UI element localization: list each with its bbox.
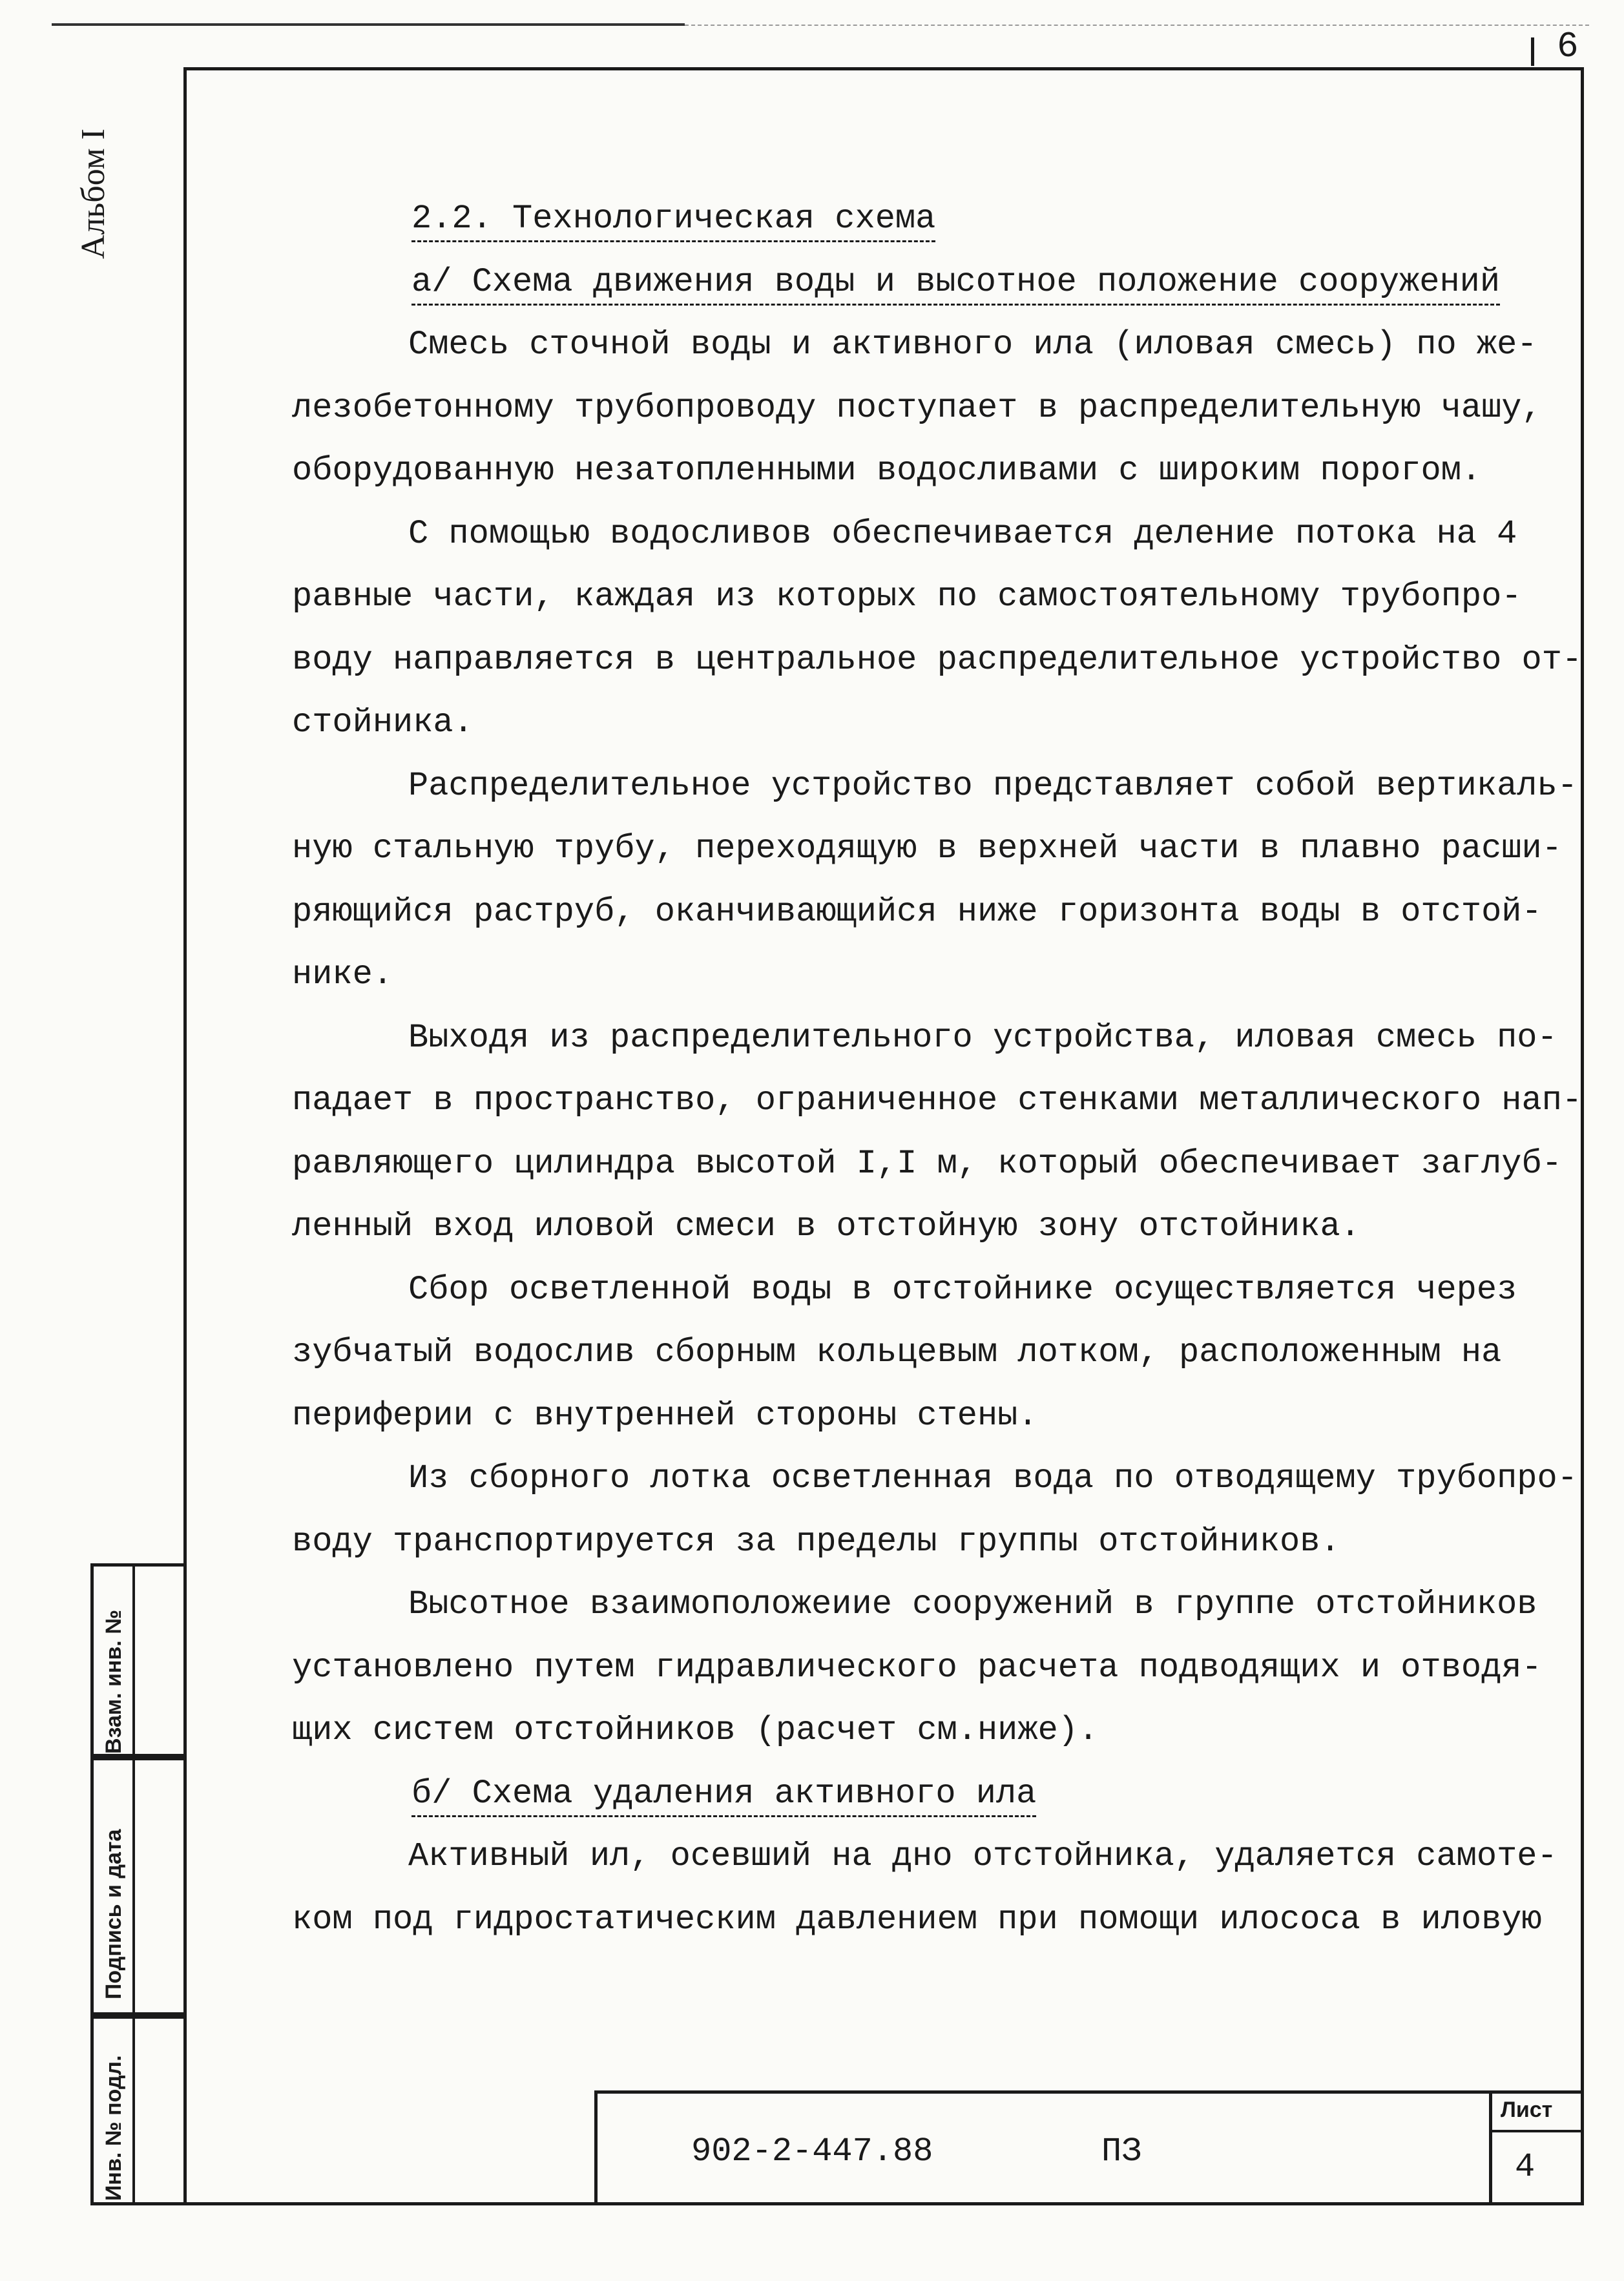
text-line: ком под гидростатическим давлением при помощи илососа в иловую [292,1900,1542,1939]
stamp-inv-zam-label: Взам. инв. № [101,1609,126,1754]
text-line: Сбор осветленной воды в отстойнике осуществляется через [408,1270,1517,1309]
title-block [594,2090,1584,2205]
text-line: лезобетонному трубопроводу поступает в распределительную чашу, [292,388,1542,427]
sheet-number: 4 [1515,2148,1536,2186]
document-code: 902-2-447.88 [691,2132,933,2171]
text-line: Активный ил, осевший на дно отстойника, удаляется самоте- [408,1837,1557,1875]
text-line: равные части, каждая из которых по самостоятельному трубопро- [292,578,1522,616]
text-line: Выходя из распределительного устройства, иловая смесь по- [408,1018,1557,1057]
text-line: щих систем отстойников (расчет см.ниже). [292,1711,1099,1749]
text-line: стойника. [292,703,474,742]
text-line: ряющийся раструб, оканчивающийся ниже горизонта воды в отстой- [292,892,1542,931]
text-line: Из сборного лотка осветленная вода по отводящему трубопро- [408,1459,1577,1497]
page-number: 6 [1557,26,1579,67]
text-line: ленный вход иловой смеси в отстойную зону отстойника. [292,1207,1360,1245]
stamp-signature-label: Подпись и дата [101,1829,126,1999]
text-line: ную стальную трубу, переходящую в верхней части в плавно расши- [292,829,1562,868]
text-line: установлено путем гидравлического расчета подводящих и отводя- [292,1648,1542,1687]
text-line: оборудованную незатопленными водосливами с широким порогом. [292,452,1482,490]
album-label: Альбом I [75,129,112,259]
section-title: 2.2. Технологическая схема [292,187,1545,251]
stamp-inv-podl-label: Инв. № подл. [101,2055,126,2201]
top-rule [52,23,685,26]
text-line: С помощью водосливов обеспечивается деление потока на 4 [408,514,1517,553]
page-number-bracket [1531,37,1534,66]
text-line: равляющего цилиндра высотой I,I м, который обеспечивает заглуб- [292,1144,1562,1183]
document-body [292,187,1583,1951]
text-line: воду направляется в центральное распределительное устройство от- [292,640,1583,679]
text-line: Смесь сточной воды и активного ила (иловая смесь) по же- [408,326,1537,364]
stamp-signature-box [90,1757,183,2015]
sheet-label: Лист [1501,2098,1553,2122]
text-line: периферии с внутренней стороны стены. [292,1396,1038,1435]
stamp-inv-podl-box [90,2015,183,2205]
text-line: воду транспортируется за пределы группы отстойников. [292,1522,1340,1561]
stamp-inv-zam-box [90,1563,183,1757]
subsection-b-title: б/ Схема удаления активного ила [292,1762,1545,1826]
text-line: Высотное взаимоположеиие сооружений в группе отстойников [408,1585,1537,1623]
text-line: падает в пространство, ограниченное стенками металлического нап- [292,1081,1583,1120]
top-rule-faint [685,25,1589,26]
text-line: Распределительное устройство представляет собой вертикаль- [408,766,1577,805]
subsection-a-title: а/ Схема движения воды и высотное положение сооружений [292,251,1545,314]
text-line: нике. [292,955,393,994]
document-type: ПЗ [1101,2132,1142,2171]
text-line: зубчатый водослив сборным кольцевым лотком, расположенным на [292,1333,1502,1371]
